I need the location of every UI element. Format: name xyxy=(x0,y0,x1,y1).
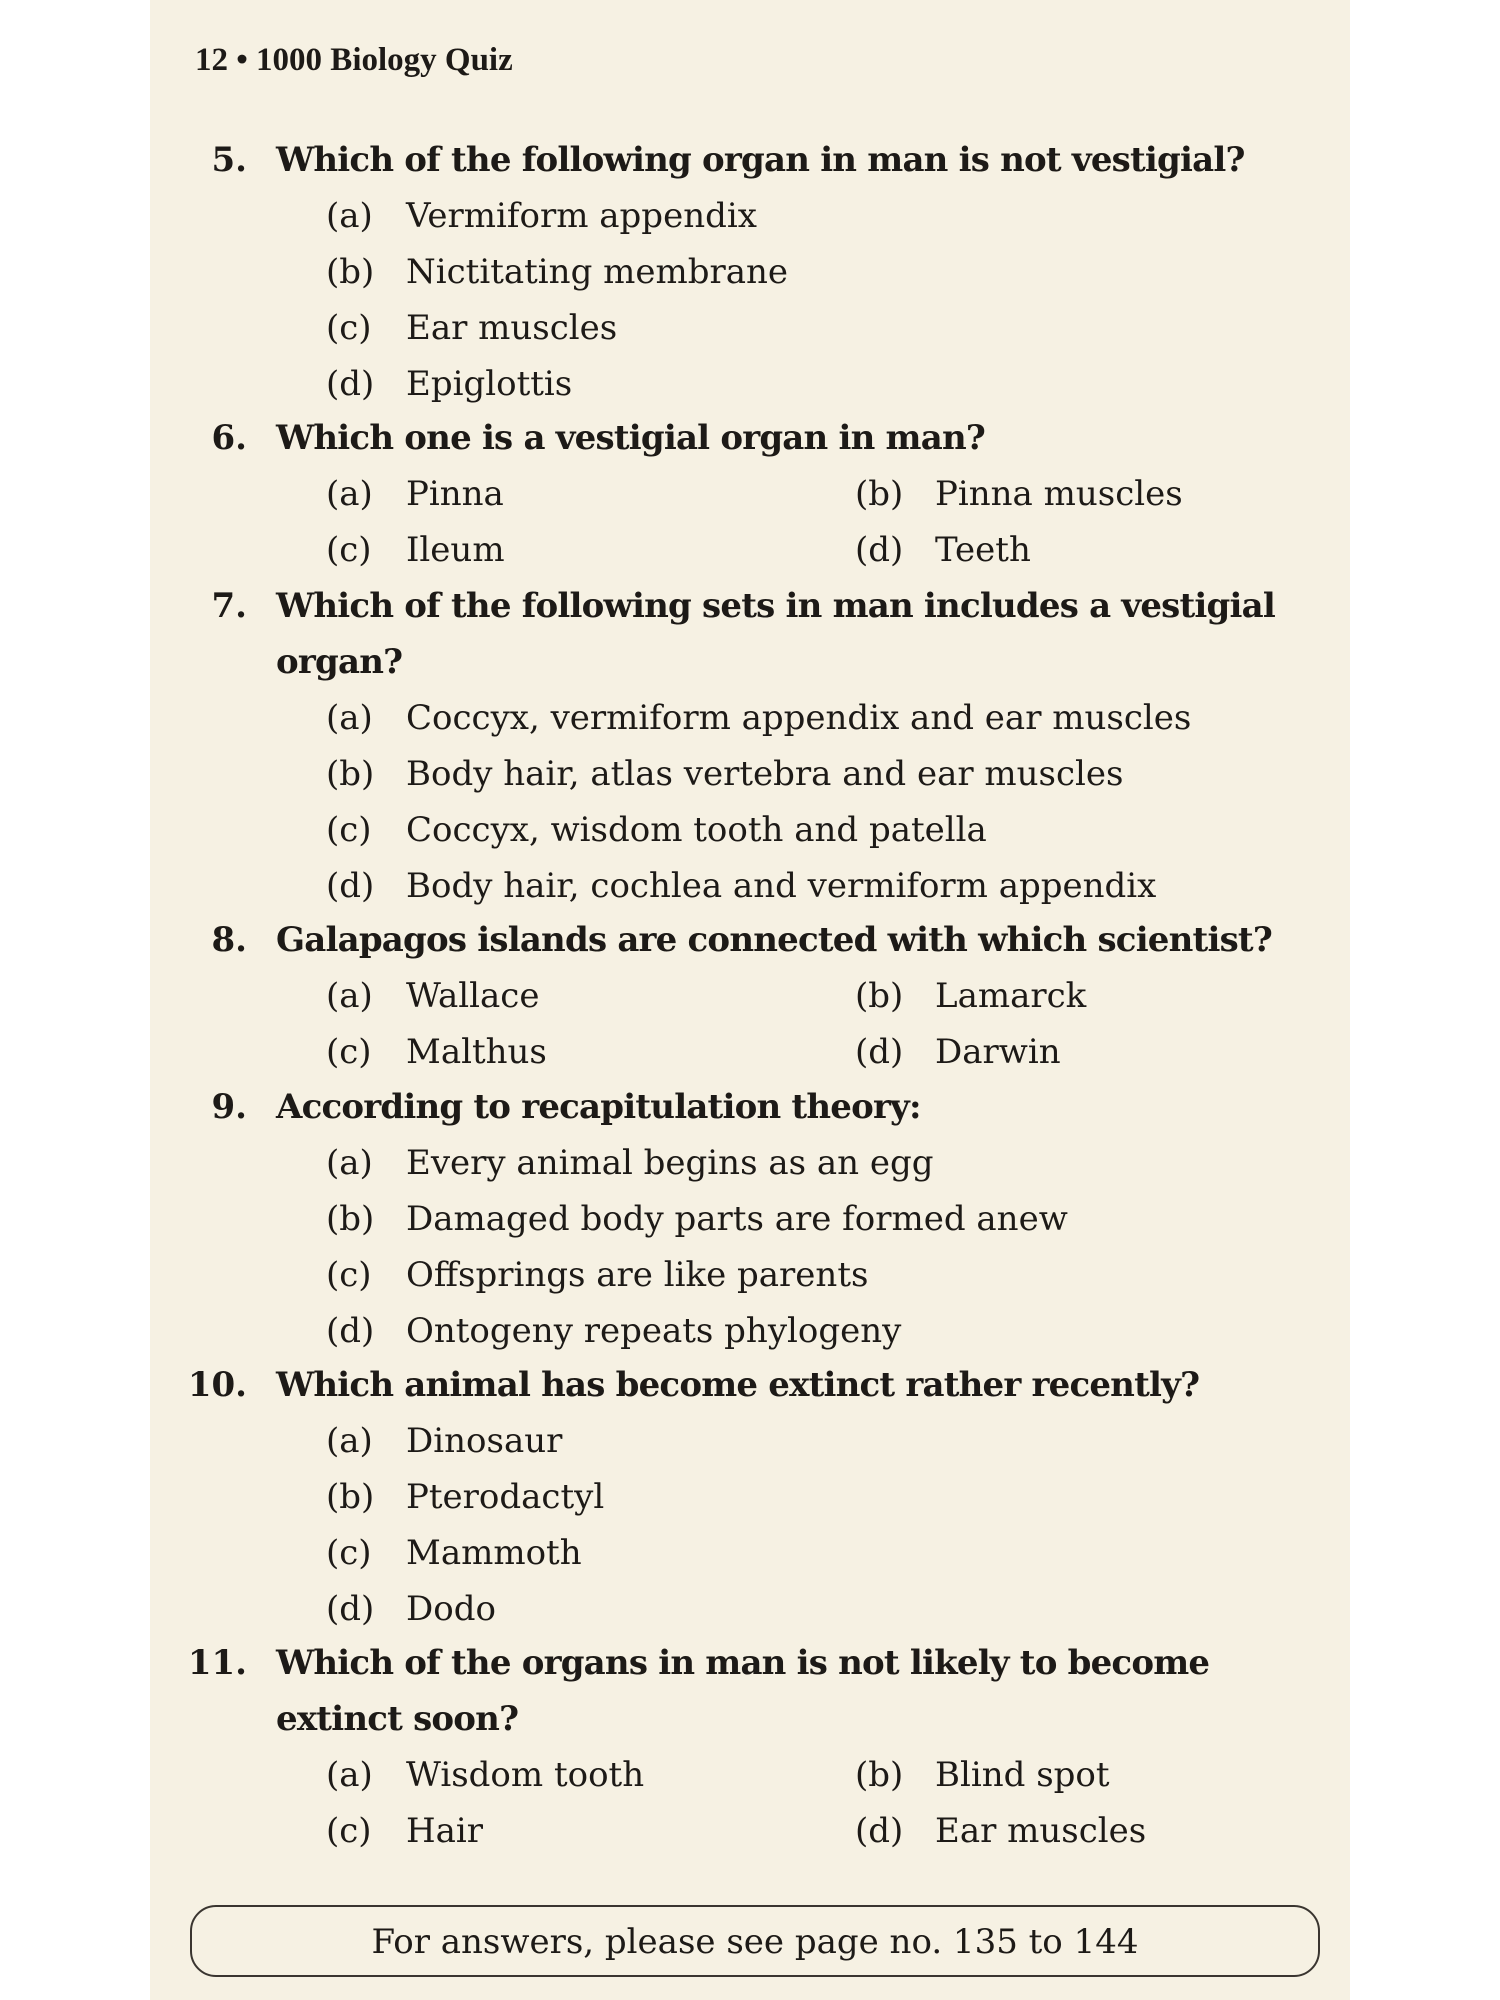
option-b xyxy=(855,968,1086,1024)
option-label: (b) xyxy=(326,1199,375,1239)
option-label: (a) xyxy=(326,196,373,236)
option-text: Ontogeny repeats phylogeny xyxy=(406,1311,902,1351)
answers-reference-box: For answers, please see page no. 135 to 144 xyxy=(190,1905,1320,1977)
option-text: Wallace xyxy=(406,976,540,1016)
option-label: (c) xyxy=(326,810,372,850)
question-text: Which of the following sets in man includes a vestigial organ? xyxy=(276,586,1275,682)
option-d xyxy=(326,356,572,412)
option-label: (d) xyxy=(326,1589,375,1629)
question-text: Which one is a vestigial organ in man? xyxy=(276,418,986,458)
question-number: 6. xyxy=(211,418,247,458)
option-d xyxy=(855,522,1031,578)
option-text: Mammoth xyxy=(406,1533,582,1573)
option-label: (c) xyxy=(326,1255,372,1295)
option-label: (a) xyxy=(326,1143,373,1183)
option-a xyxy=(326,690,1191,746)
option-text: Teeth xyxy=(935,530,1031,570)
option-c xyxy=(326,522,505,578)
option-text: Ear muscles xyxy=(406,308,618,348)
option-text: Ear muscles xyxy=(935,1811,1147,1851)
option-text: Wisdom tooth xyxy=(406,1755,645,1795)
option-text: Epiglottis xyxy=(406,364,573,404)
question-number: 5. xyxy=(211,140,247,180)
option-text: Body hair, cochlea and vermiform appendix xyxy=(406,866,1157,906)
option-text: Darwin xyxy=(935,1032,1061,1072)
option-label: (d) xyxy=(326,364,375,404)
option-label: (b) xyxy=(326,754,375,794)
option-label: (b) xyxy=(326,252,375,292)
option-c xyxy=(326,1024,547,1080)
option-d xyxy=(326,1581,496,1637)
option-label: (b) xyxy=(855,976,904,1016)
option-label: (b) xyxy=(855,474,904,514)
question-text: Galapagos islands are connected with which scientist? xyxy=(276,920,1272,960)
option-b xyxy=(855,1747,1110,1803)
option-label: (c) xyxy=(326,1533,372,1573)
option-a xyxy=(326,1747,644,1803)
option-label: (a) xyxy=(326,1755,373,1795)
option-b xyxy=(326,746,1123,802)
option-b xyxy=(326,1469,604,1525)
option-b xyxy=(326,244,788,300)
question-number: 7. xyxy=(211,586,247,626)
option-text: Coccyx, wisdom tooth and patella xyxy=(406,810,987,850)
option-label: (c) xyxy=(326,1032,372,1072)
option-a xyxy=(326,968,539,1024)
question-number: 8. xyxy=(211,920,247,960)
option-d xyxy=(326,858,1156,914)
option-text: Damaged body parts are formed anew xyxy=(406,1199,1068,1239)
option-text: Vermiform appendix xyxy=(406,196,757,236)
option-label: (a) xyxy=(326,474,373,514)
option-label: (a) xyxy=(326,698,373,738)
option-c xyxy=(326,300,617,356)
option-text: Lamarck xyxy=(935,976,1087,1016)
option-text: Hair xyxy=(406,1811,484,1851)
option-label: (a) xyxy=(326,1421,373,1461)
option-b xyxy=(326,1191,1068,1247)
option-label: (d) xyxy=(855,530,904,570)
option-text: Dinosaur xyxy=(406,1421,563,1461)
option-c xyxy=(326,802,987,858)
option-label: (d) xyxy=(326,1311,375,1351)
question-number: 9. xyxy=(211,1087,247,1127)
option-label: (a) xyxy=(326,976,373,1016)
option-text: Pterodactyl xyxy=(406,1477,605,1517)
option-label: (d) xyxy=(855,1032,904,1072)
option-label: (d) xyxy=(326,866,375,906)
option-label: (b) xyxy=(855,1755,904,1795)
option-d xyxy=(855,1024,1061,1080)
option-text: Blind spot xyxy=(935,1755,1110,1795)
question-text: According to recapitulation theory: xyxy=(276,1087,921,1127)
option-text: Pinna muscles xyxy=(935,474,1183,514)
option-text: Coccyx, vermiform appendix and ear muscles xyxy=(406,698,1192,738)
option-text: Body hair, atlas vertebra and ear muscles xyxy=(406,754,1124,794)
option-c xyxy=(326,1247,868,1303)
option-a xyxy=(326,1135,933,1191)
page-header: 12 • 1000 Biology Quiz xyxy=(195,42,513,78)
book-page xyxy=(150,0,1350,2000)
option-text: Offsprings are like parents xyxy=(406,1255,869,1295)
option-b xyxy=(855,466,1183,522)
option-text: Nictitating membrane xyxy=(406,252,789,292)
option-c xyxy=(326,1525,582,1581)
question-text: Which of the following organ in man is not vestigial? xyxy=(276,140,1245,180)
option-label: (c) xyxy=(326,1811,372,1851)
option-a xyxy=(326,1413,562,1469)
option-d xyxy=(855,1803,1146,1859)
option-a xyxy=(326,466,504,522)
option-d xyxy=(326,1303,901,1359)
option-a xyxy=(326,188,757,244)
option-text: Malthus xyxy=(406,1032,547,1072)
question-text: Which of the organs in man is not likely to become extinct soon? xyxy=(276,1643,1210,1739)
option-label: (c) xyxy=(326,530,372,570)
question-number: 10. xyxy=(187,1365,247,1405)
option-text: Every animal begins as an egg xyxy=(406,1143,934,1183)
option-label: (c) xyxy=(326,308,372,348)
option-label: (b) xyxy=(326,1477,375,1517)
question-text: Which animal has become extinct rather recently? xyxy=(276,1365,1200,1405)
question-number: 11. xyxy=(187,1643,247,1683)
option-label: (d) xyxy=(855,1811,904,1851)
option-c xyxy=(326,1803,483,1859)
option-text: Ileum xyxy=(406,530,505,570)
option-text: Dodo xyxy=(406,1589,496,1629)
option-text: Pinna xyxy=(406,474,504,514)
